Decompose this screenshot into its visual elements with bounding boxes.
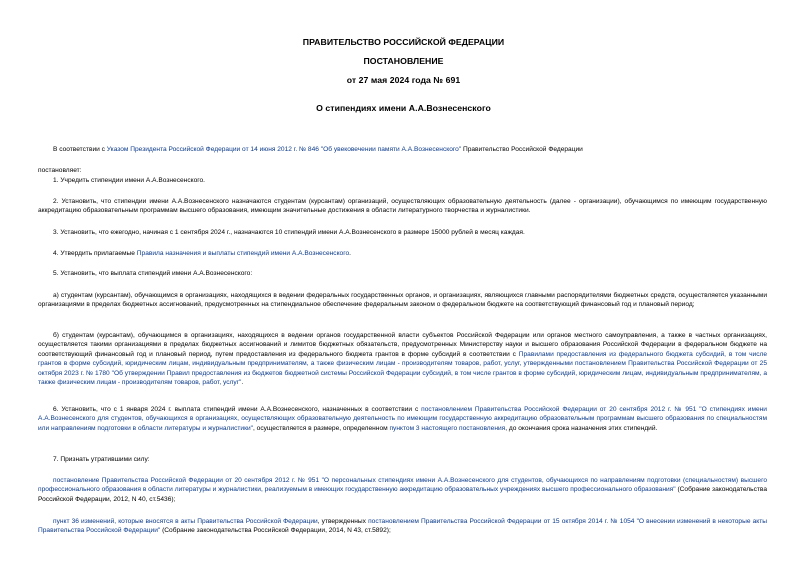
intro-prefix: В соответствии с	[53, 146, 107, 153]
paragraph-5a: а) студентам (курсантам), обучающимся в организациях, находящихся в ведении федеральных государственных органов, и организациях, являющихся главными распорядителями бюджетных средств, осуществляется указанными организациями в пределах бюджетных ассигнований, предусмотренных на стипендиальное обеспечение федеральным законом о федеральном бюджете на соответствующий финансовый год и плановый период;	[38, 292, 767, 309]
paragraph-7-item-2-suffix: (Собрание законодательства Российской Федерации, 2014, N 43, ст.5892);	[160, 527, 391, 535]
point-3-link[interactable]: пунктом 3 настоящего постановления	[389, 424, 506, 432]
paragraph-6-prefix: 6. Установить, что с 1 января 2024 г. выплата стипендий имени А.А.Вознесенского, назначенных в соответствии с	[53, 406, 422, 413]
document-type: ПОСТАНОВЛЕНИЕ	[363, 56, 444, 66]
resolution-1054-link[interactable]: постановлением Правительства Российской Федерации от 15 октября 2014 г. № 1054 "О внесении изменений в некоторые акты Правительства Российской Федерации"	[38, 518, 767, 535]
paragraph-5: 5. Установить, что выплата стипендий имени А.А.Вознесенского:	[53, 270, 253, 277]
repealed-resolution-951-link[interactable]: постановление Правительства Российской Федерации от 20 сентября 2012 г. № 951 "О персональных стипендиях имени А.А.Вознесенского для студентов, обучающихся по направлениям подготовки (специальностям) высшего профессионального образования в области литературы и журналистики, реализуемым в имеющих государственную аккредитацию образовательных учреждениях высшего профессионального образования"	[38, 477, 767, 494]
paragraph-5b-text: б) студентам (курсантам), обучающимся в организациях, находящихся в ведении органов государственной власти субъектов Российской Федерации или органов местного самоуправления, а также в частных организациях, осуществляется такими организациями в пределах бюджетных ассигнований и лимитов бюджетных обязательств, предусмотренных Министерству науки и высшего образования Российской Федерации в федеральном бюджете на соответствующий финансовый год и плановый период, путем предоставления из федерального бюджета грантов в форме субсидий в соответствии с	[38, 332, 767, 358]
paragraph-7: 7. Признать утратившими силу:	[53, 456, 150, 463]
intro-paragraph	[38, 145, 767, 154]
scholarship-rules-link[interactable]: Правила назначения и выплаты стипендий имени А.А.Вознесенского	[136, 250, 350, 257]
paragraph-5b	[38, 331, 767, 387]
paragraph-6	[38, 405, 767, 433]
paragraph-7-item-2-mid: , утвержденных	[317, 518, 369, 525]
document-date-number: от 27 мая 2024 года № 691	[346, 75, 461, 85]
decree-word: постановляет:	[38, 167, 82, 174]
amendments-point-36-link[interactable]: пункт 36 изменений, которые вносятся в акты Правительства Российской Федерации	[53, 518, 318, 525]
paragraph-5b-suffix: .	[241, 379, 244, 387]
paragraph-6-suffix: , до окончания срока назначения этих стипендий.	[505, 424, 658, 432]
paragraph-4-suffix: .	[349, 250, 351, 257]
paragraph-4-prefix: 4. Утвердить прилагаемые	[53, 250, 137, 257]
paragraph-4	[38, 249, 767, 258]
paragraph-1: 1. Учредить стипендии имени А.А.Вознесенского.	[53, 177, 205, 184]
paragraph-2: 2. Установить, что стипендии имени А.А.Вознесенского назначаются студентам (курсантам) организаций, осуществляющих образовательную деятельность (далее - организации), обучающимся по имеющим государственную аккредитацию образовательным программам высшего образования, имеющим значительные достижения в области литературного творчества и журналистики.	[38, 198, 767, 215]
paragraph-6-mid: , осуществляется в размере, определенном	[252, 424, 390, 432]
presidential-decree-link[interactable]: Указом Президента Российской Федерации от 14 июня 2012 г. № 846 "Об увековечении памяти А.А.Вознесенского"	[106, 146, 462, 153]
issuing-authority: ПРАВИТЕЛЬСТВО РОССИЙСКОЙ ФЕДЕРАЦИИ	[302, 37, 505, 47]
intro-suffix: Правительство Российской Федерации	[461, 146, 583, 153]
paragraph-7-item-1	[38, 476, 767, 504]
resolution-951-link[interactable]: постановлением Правительства Российской Федерации от 20 сентября 2012 г. № 951 "О стипендиях имени А.А.Вознесенского для студентов, обучающихся в организациях, осуществляющих образовательную деятельность по имеющим государственную аккредитацию образовательным программам высшего образования по специальностям или направлениям подготовки в области литературы и журналистики"	[38, 406, 767, 432]
subsidy-rules-link[interactable]: Правилами предоставления из федерального бюджета субсидий, в том числе грантов в форме субсидий, юридическим лицам, индивидуальным предпринимателям, а также физическим лицам - производителям товаров, работ, услуг, утвержденными постановлением Правительства Российской Федерации от 25 октября 2023 г. № 1780 "Об утверждении Правил предоставления из бюджетов бюджетной системы Российской Федерации субсидий, в том числе грантов в форме субсидий, юридическим лицам, индивидуальным предпринимателям, а также физическим лицам - производителям товаров, работ, услуг"	[38, 350, 767, 387]
paragraph-7-item-2	[38, 517, 767, 536]
paragraph-3: 3. Установить, что ежегодно, начиная с 1 сентября 2024 г., назначаются 10 стипендий имени А.А.Вознесенского в размере 15000 рублей в месяц каждая.	[53, 229, 525, 236]
paragraph-7-item-1-suffix: (Собрание законодательства Российской Федерации, 2012, N 40, ст.5436);	[38, 486, 767, 503]
document-title: О стипендиях имени А.А.Вознесенского	[316, 103, 491, 113]
